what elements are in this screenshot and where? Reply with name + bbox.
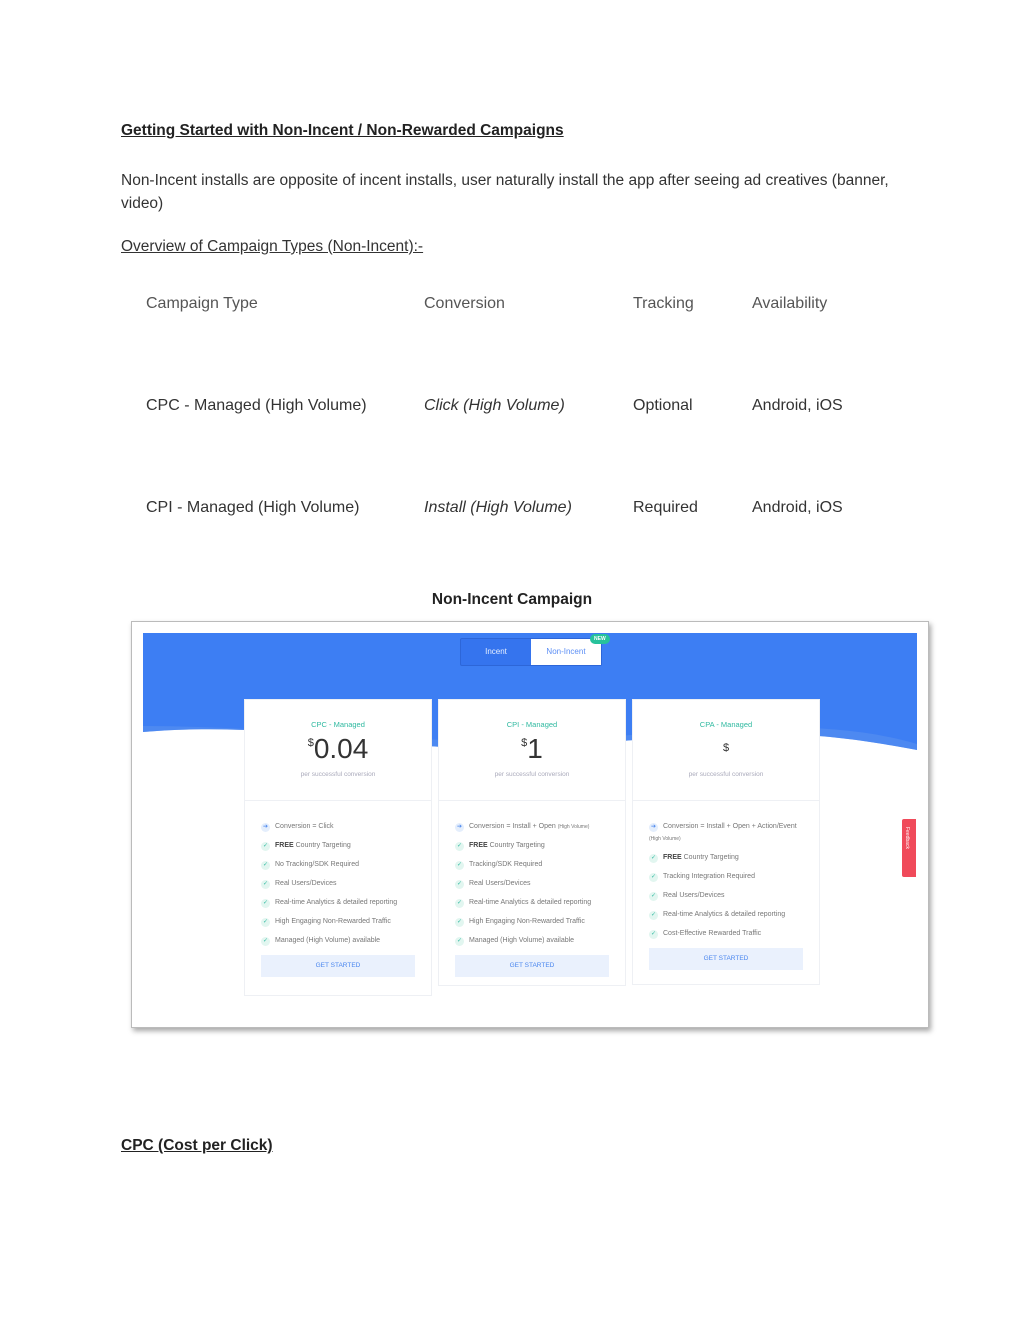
feature-item bbox=[649, 821, 805, 845]
table-header-availability: Availability bbox=[752, 295, 828, 312]
plan-name: CPC - Managed bbox=[311, 720, 365, 729]
plan-name: CPA - Managed bbox=[699, 720, 753, 729]
tab-non-incent[interactable]: Non-Incent bbox=[531, 639, 601, 665]
feature-note: (High Volume) bbox=[649, 836, 681, 842]
plan-price bbox=[245, 733, 431, 767]
feature-item bbox=[455, 840, 611, 852]
table-cell: Optional bbox=[633, 397, 693, 414]
intro-paragraph: Non-Incent installs are opposite of incent installs, user naturally install the app after seeing ad creatives (banner, video) bbox=[121, 172, 889, 212]
check-icon: ✓ bbox=[456, 843, 463, 849]
get-started-button[interactable]: GET STARTED bbox=[649, 948, 803, 970]
arrow-icon: ➔ bbox=[650, 824, 657, 830]
overview-title: Overview of Campaign Types (Non-Incent):- bbox=[121, 238, 424, 255]
feature-item bbox=[455, 859, 611, 871]
check-icon: ✓ bbox=[650, 931, 657, 937]
check-icon: ✓ bbox=[456, 938, 463, 944]
feature-item bbox=[261, 897, 417, 909]
feature-item bbox=[649, 928, 805, 940]
feature-text: Cost-Effective Rewarded Traffic bbox=[663, 930, 762, 937]
plan-card bbox=[438, 699, 626, 986]
table-cell: CPC - Managed (High Volume) bbox=[146, 397, 367, 414]
price-note: per successful conversion bbox=[300, 771, 376, 778]
feature-item bbox=[455, 916, 611, 928]
feature-text: Real-time Analytics & detailed reporting bbox=[663, 911, 786, 918]
feature-item bbox=[261, 859, 417, 871]
feature-note: (High Volume) bbox=[557, 824, 590, 830]
table-cell: Click (High Volume) bbox=[424, 397, 565, 414]
table-header-campaign-type: Campaign Type bbox=[146, 295, 258, 312]
feature-item bbox=[649, 871, 805, 883]
arrow-icon: ➔ bbox=[456, 824, 463, 830]
feature-text: High Engaging Non-Rewarded Traffic bbox=[469, 918, 585, 925]
plan-price bbox=[633, 733, 819, 767]
table-cell: CPI - Managed (High Volume) bbox=[146, 499, 360, 516]
feature-list bbox=[245, 801, 431, 947]
feature-text: Real-time Analytics & detailed reporting bbox=[275, 899, 398, 906]
feature-item bbox=[261, 935, 417, 947]
feature-highlight: FREE bbox=[663, 854, 682, 861]
feature-item bbox=[261, 878, 417, 890]
price-amount: 1 bbox=[527, 733, 543, 764]
feature-item bbox=[455, 935, 611, 947]
get-started-button[interactable]: GET STARTED bbox=[261, 955, 415, 977]
feature-highlight: FREE bbox=[275, 842, 294, 849]
feature-item bbox=[261, 821, 417, 833]
feedback-label: Feedback bbox=[904, 827, 910, 849]
campaign-type-toggle[interactable] bbox=[460, 638, 602, 666]
feature-text: Real Users/Devices bbox=[663, 892, 725, 899]
price-amount: 0.04 bbox=[313, 733, 369, 764]
check-icon: ✓ bbox=[262, 862, 269, 868]
feature-text: Real Users/Devices bbox=[469, 880, 531, 887]
feature-item bbox=[649, 909, 805, 921]
feature-item bbox=[649, 890, 805, 902]
feature-item bbox=[455, 897, 611, 909]
section-heading-cpc: CPC (Cost per Click) bbox=[121, 1137, 273, 1154]
plan-card bbox=[244, 699, 432, 996]
feature-text: Conversion = Install + Open bbox=[469, 823, 556, 830]
check-icon: ✓ bbox=[650, 893, 657, 899]
feature-item bbox=[649, 852, 805, 864]
new-badge: NEW bbox=[590, 634, 610, 644]
feature-text: Country Targeting bbox=[293, 842, 351, 849]
pricing-screenshot bbox=[131, 621, 929, 1028]
check-icon: ✓ bbox=[650, 912, 657, 918]
feature-text: Tracking Integration Required bbox=[663, 873, 755, 880]
feature-text: Real-time Analytics & detailed reporting bbox=[469, 899, 592, 906]
check-icon: ✓ bbox=[262, 938, 269, 944]
check-icon: ✓ bbox=[262, 919, 269, 925]
feature-text: High Engaging Non-Rewarded Traffic bbox=[275, 918, 391, 925]
check-icon: ✓ bbox=[456, 900, 463, 906]
feature-list bbox=[633, 801, 819, 940]
feature-item bbox=[261, 840, 417, 852]
feature-text: Managed (High Volume) available bbox=[469, 937, 575, 944]
feature-item bbox=[455, 878, 611, 890]
check-icon: ✓ bbox=[262, 881, 269, 887]
table-cell: Android, iOS bbox=[752, 397, 843, 414]
price-note: per successful conversion bbox=[688, 771, 764, 778]
check-icon: ✓ bbox=[456, 881, 463, 887]
feature-item bbox=[261, 916, 417, 928]
table-header-tracking: Tracking bbox=[633, 295, 694, 312]
price-note: per successful conversion bbox=[494, 771, 570, 778]
check-icon: ✓ bbox=[650, 874, 657, 880]
feature-highlight: FREE bbox=[469, 842, 488, 849]
plan-price bbox=[439, 733, 625, 767]
check-icon: ✓ bbox=[262, 900, 269, 906]
feature-text: Tracking/SDK Required bbox=[469, 861, 543, 868]
feature-text: Managed (High Volume) available bbox=[275, 937, 381, 944]
check-icon: ✓ bbox=[456, 862, 463, 868]
plan-card bbox=[632, 699, 820, 985]
plan-name: CPI - Managed bbox=[506, 720, 558, 729]
feature-text: Country Targeting bbox=[487, 842, 545, 849]
feature-text: Country Targeting bbox=[681, 854, 739, 861]
currency-symbol: $ bbox=[722, 742, 730, 754]
check-icon: ✓ bbox=[262, 843, 269, 849]
get-started-button[interactable]: GET STARTED bbox=[455, 955, 609, 977]
currency-symbol: $ bbox=[307, 737, 314, 749]
feature-text: Conversion = Install + Open + Action/Event bbox=[663, 823, 797, 830]
table-cell: Required bbox=[633, 499, 698, 516]
document-heading: Getting Started with Non-Incent / Non-Rewarded Campaigns bbox=[121, 122, 564, 139]
table-header-conversion: Conversion bbox=[424, 295, 505, 312]
figure-caption: Non-Incent Campaign bbox=[431, 591, 593, 608]
feature-list bbox=[439, 801, 625, 947]
check-icon: ✓ bbox=[456, 919, 463, 925]
feature-text: No Tracking/SDK Required bbox=[275, 861, 360, 868]
currency-symbol: $ bbox=[521, 737, 528, 749]
arrow-icon: ➔ bbox=[262, 824, 269, 830]
check-icon: ✓ bbox=[650, 855, 657, 861]
feedback-tab[interactable] bbox=[902, 819, 916, 877]
tab-incent[interactable]: Incent bbox=[485, 647, 507, 656]
table-cell: Android, iOS bbox=[752, 499, 843, 516]
feature-text: Conversion = Click bbox=[275, 823, 334, 830]
table-cell: Install (High Volume) bbox=[424, 499, 572, 516]
feature-item bbox=[455, 821, 611, 833]
feature-text: Real Users/Devices bbox=[275, 880, 337, 887]
